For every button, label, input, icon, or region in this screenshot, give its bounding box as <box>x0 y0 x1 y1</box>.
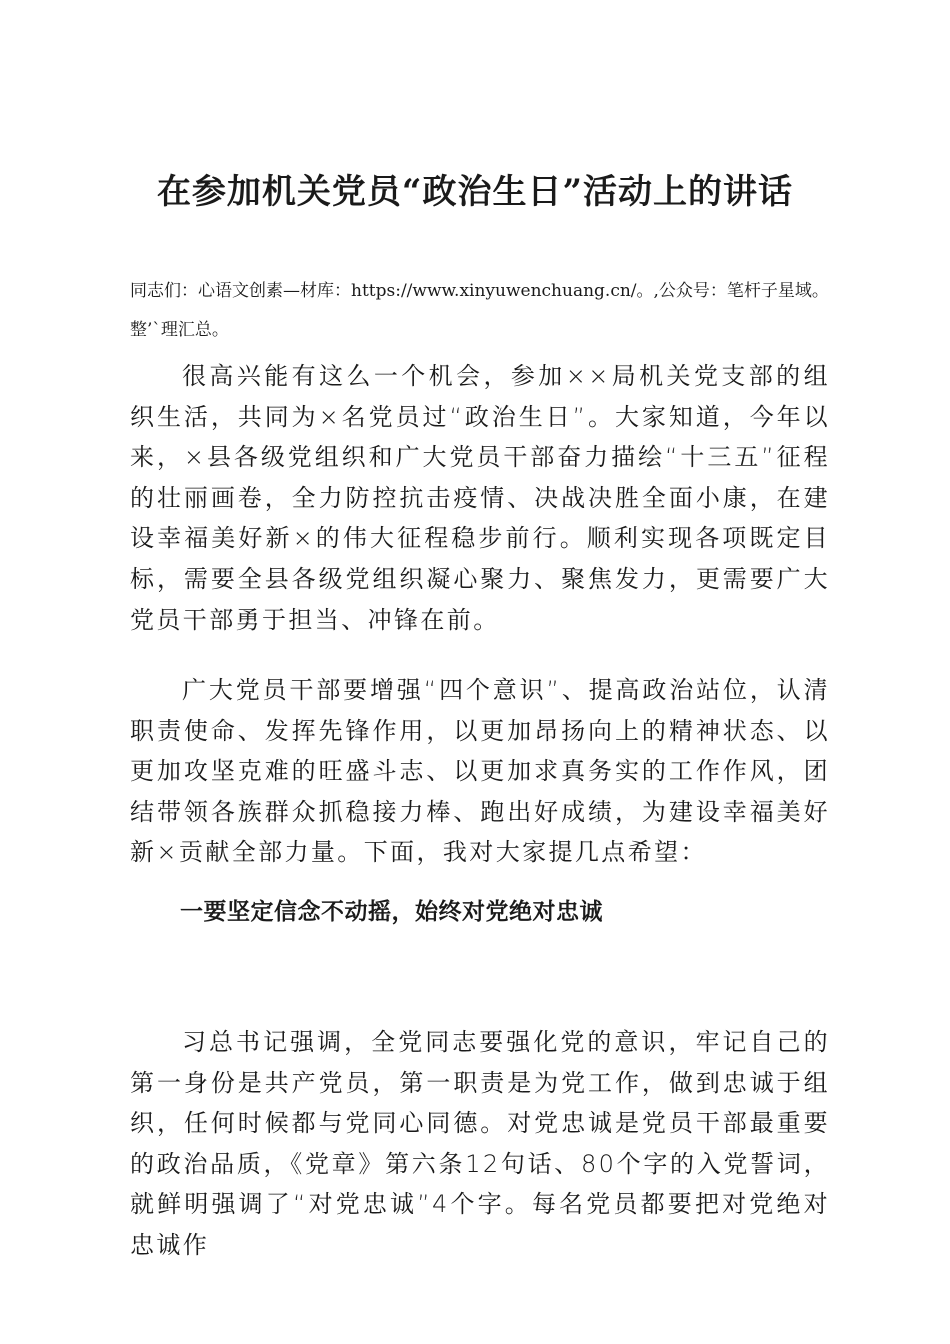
paragraph-1-text: 很高兴能有这么一个机会，参加××局机关党支部的组织生活，共同为×名党员过“政治生日”。大家知道，今年以来，×县各级党组织和广大党员干部奋力描绘“十三五”征程的壮丽画卷，全力防控抗击疫情、决战决胜全面小康，在建设幸福美好新×的伟大征程稳步前行。顺利实现各项既定目标，需要全县各级党组织凝心聚力、聚焦发力，更需要广大党员干部勇于担当、冲锋在前。 <box>130 362 830 634</box>
section-paragraph-text: 习总书记强调，全党同志要强化党的意识，牢记自己的第一身份是共产党员，第一职责是为党工作，做到忠诚于组织，任何时候都与党同心同德。对党忠诚是党员干部最重要的政治品质，《党章》第六条12句话、80个字的入党誓词，就鲜明强调了“对党忠诚”4个字。每名党员都要把对党绝对忠诚作 <box>130 1028 830 1259</box>
paragraph-2 <box>130 670 830 873</box>
section-paragraph <box>130 1022 830 1266</box>
document-title: 在参加机关党员“政治生日”活动上的讲话 <box>156 172 794 212</box>
paragraph-1 <box>130 356 830 640</box>
intro-line: 同志们：心语文创素—材库：https://www.xinyuwenchuang.cn/。,公众号：笔杆子星域。整’`理汇总。 <box>130 281 829 340</box>
paragraph-2-text: 广大党员干部要增强“四个意识”、提高政治站位，认清职责使命、发挥先锋作用，以更加昂扬向上的精神状态、以更加攻坚克难的旺盛斗志、以更加求真务实的工作作风，团结带领各族群众抓稳接力棒、跑出好成绩，为建设幸福美好新×贡献全部力量。下面，我对大家提几点希望： <box>130 676 830 867</box>
section-heading: 一要坚定信念不动摇，始终对党绝对忠诚 <box>180 899 603 925</box>
